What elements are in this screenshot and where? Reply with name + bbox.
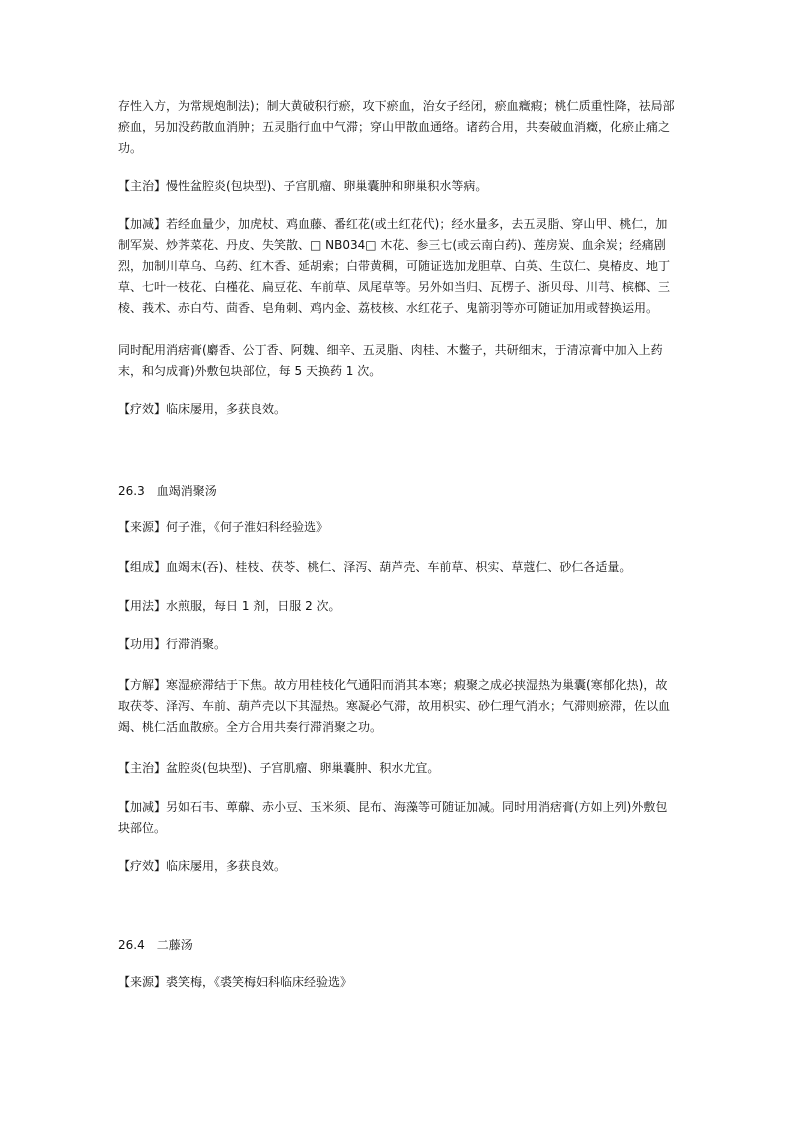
paragraph-formula-explanation: 【方解】寒湿瘀滞结于下焦。故方用桂枝化气通阳而消其本寒；瘕聚之成必挟湿热为巢囊(寒郁化热)，故取茯苓、泽泻、车前、葫芦壳以下其湿热。寒凝必气滞，故用枳实、砂仁理气消水；气滞则瘀滞，佐以血竭、桃仁活血散瘀。全方合用共奏行滞消聚之功。: [118, 678, 671, 734]
paragraph-modifications-2: 【加减】另如石韦、萆薢、赤小豆、玉米须、昆布、海藻等可随证加减。同时用消痞膏(方如上列)外敷包块部位。: [118, 800, 668, 835]
paragraph-modifications: 【加减】若经血量少，加虎杖、鸡血藤、番红花(或土红花代)；经水量多，去五灵脂、穿山甲、桃仁，加制军炭、炒荠菜花、丹皮、失笑散、□ NB034□ 木花、参三七(或云南白药)、莲房炭、血余炭；经痛剧烈，加制川草乌、乌药、红木香、延胡索；白带黄稠，可随证选加龙胆草、白英、生苡仁、臭椿皮、地丁草、七叶一枝花、白槿花、扁豆花、车前草、凤尾草等。另外如当归、瓦楞子、浙贝母、川芎、槟榔、三棱、莪术、赤白芍、茴香、皂角刺、鸡内金、荔枝核、水红花子、鬼箭羽等亦可随证加用或替换运用。: [118, 217, 671, 315]
paragraph-efficacy: 【疗效】临床屡用，多获良效。: [118, 402, 287, 416]
paragraph-external-plaster: 同时配用消痞膏(麝香、公丁香、阿魏、细辛、五灵脂、肉桂、木鳖子，共研细末，于清凉膏中加入上药末，和匀成膏)外敷包块部位，每 5 天换药 1 次。: [118, 343, 663, 378]
paragraph-function: 【功用】行滞消聚。: [118, 637, 227, 651]
paragraph-indications: 【主治】慢性盆腔炎(包块型)、子宫肌瘤、卵巢囊肿和卵巢积水等病。: [118, 179, 488, 193]
section-heading-26-4: 26.4 二藤汤: [118, 938, 193, 952]
paragraph-method-explanation: 存性入方，为常规炮制法)；制大黄破积行瘀，攻下瘀血，治女子经闭，瘀血癥瘕；桃仁质重性降，祛局部瘀血，另加没药散血消肿；五灵脂行血中气滞；穿山甲散血通络。诸药合用，共奏破血消癥，化瘀止痛之功。: [118, 99, 675, 155]
paragraph-usage: 【用法】水煎服，每日 1 剂，日服 2 次。: [118, 599, 341, 613]
paragraph-indications-2: 【主治】盆腔炎(包块型)、子宫肌瘤、卵巢囊肿、积水尤宜。: [118, 761, 440, 775]
section-heading-26-3: 26.3 血竭消聚汤: [118, 484, 217, 498]
paragraph-efficacy-2: 【疗效】临床屡用，多获良效。: [118, 859, 287, 873]
paragraph-source-2: 【来源】裘笑梅，《裘笑梅妇科临床经验选》: [118, 975, 353, 989]
paragraph-source: 【来源】何子淮，《何子淮妇科经验选》: [118, 520, 329, 534]
paragraph-composition: 【组成】血竭末(吞)、桂枝、茯苓、桃仁、泽泻、葫芦壳、车前草、枳实、草蔻仁、砂仁各适量。: [118, 560, 632, 574]
